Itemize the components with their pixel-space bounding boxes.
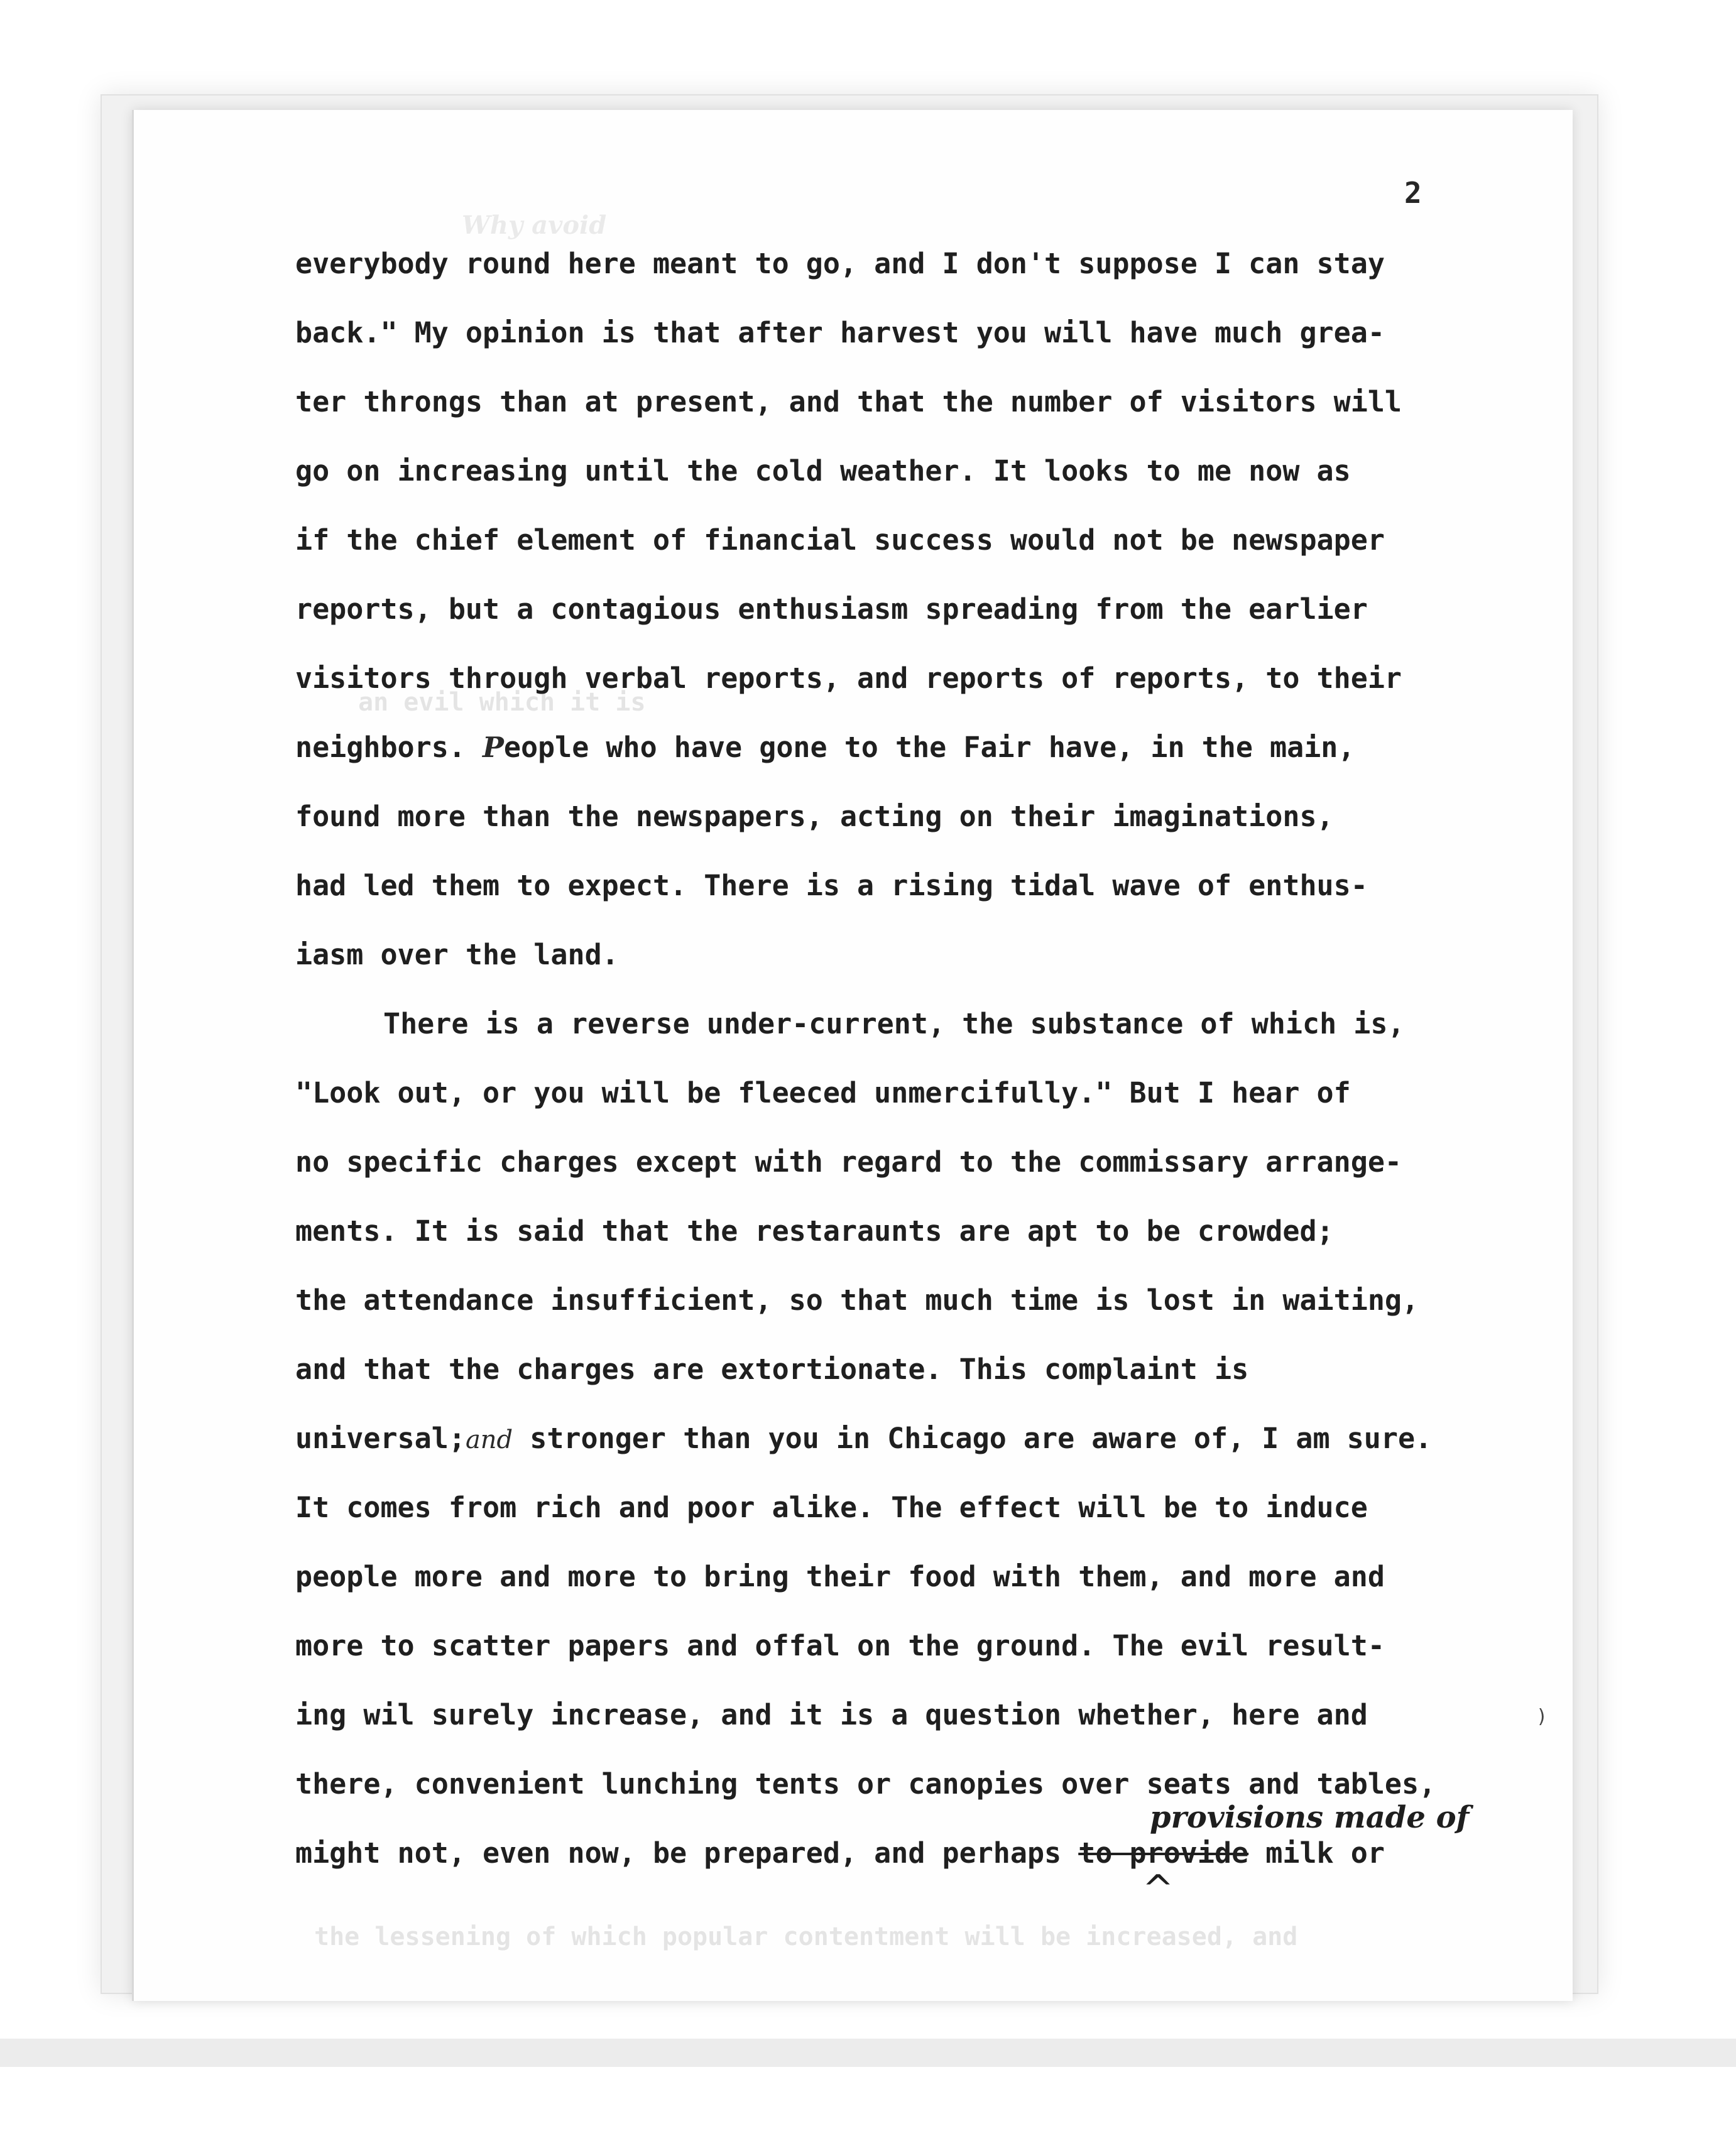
text-line: might not, even now, be prepared, and perhaps to provide milk or bbox=[295, 1836, 1385, 1870]
bleed-through-handwriting: Why avoid bbox=[462, 210, 607, 240]
scanner-edge bbox=[0, 2039, 1736, 2067]
struck-through-text: to provide bbox=[1078, 1836, 1249, 1870]
text-line: reports, but a contagious enthusiasm spreading from the earlier bbox=[295, 592, 1368, 626]
text-line: "Look out, or you will be fleeced unmercifully." But I hear of bbox=[295, 1076, 1351, 1109]
text-line: found more than the newspapers, acting on their imaginations, bbox=[295, 800, 1334, 833]
text-line: more to scatter papers and offal on the ground. The evil result- bbox=[295, 1629, 1385, 1662]
text-line: ments. It is said that the restaraunts are apt to be crowded; bbox=[295, 1214, 1334, 1248]
text-line: visitors through verbal reports, and reports of reports, to their bbox=[295, 662, 1402, 695]
text-line: no specific charges except with regard to the commissary arrange- bbox=[295, 1145, 1402, 1179]
handwritten-insert: and bbox=[465, 1425, 513, 1454]
paragraph-mark: P bbox=[483, 731, 504, 764]
text-line: back." My opinion is that after harvest you will have much grea- bbox=[295, 316, 1385, 349]
typed-letter-body bbox=[295, 242, 1571, 1900]
text-line: iasm over the land. bbox=[295, 938, 619, 971]
bleed-through-text: the lessening of which popular contentment will be increased, and bbox=[314, 1922, 1298, 1951]
text-line: people more and more to bring their food with them, and more and bbox=[295, 1560, 1385, 1593]
text-line: had led them to expect. There is a rising tidal wave of enthus- bbox=[295, 869, 1368, 902]
text-line: universal;and stronger than you in Chicago are aware of, I am sure. bbox=[295, 1422, 1433, 1455]
text-line: neighbors. People who have gone to the Fair have, in the main, bbox=[295, 731, 1355, 764]
paragraph-start-line: There is a reverse under-current, the substance of which is, bbox=[383, 1007, 1405, 1040]
margin-mark: ) bbox=[1536, 1706, 1548, 1728]
bleed-through-text: an evil which it is bbox=[358, 688, 646, 717]
text-line: go on increasing until the cold weather. It looks to me now as bbox=[295, 454, 1351, 488]
text-line: the attendance insufficient, so that much time is lost in waiting, bbox=[295, 1284, 1419, 1317]
handwritten-insertion: provisions made of bbox=[1150, 1800, 1470, 1835]
text-line: there, convenient lunching tents or canopies over seats and tables, bbox=[295, 1767, 1436, 1801]
text-line: and that the charges are extortionate. This complaint is bbox=[295, 1353, 1249, 1386]
text-line: if the chief element of financial success would not be newspaper bbox=[295, 523, 1385, 557]
page-number: 2 bbox=[1404, 176, 1422, 210]
text-line: ing wil surely increase, and it is a question whether, here and bbox=[295, 1698, 1368, 1731]
text-line: ter throngs than at present, and that the number of visitors will bbox=[295, 385, 1402, 418]
caret-mark: ^ bbox=[1142, 1867, 1174, 1911]
text-line: everybody round here meant to go, and I don't suppose I can stay bbox=[295, 247, 1385, 280]
text-line: It comes from rich and poor alike. The effect will be to induce bbox=[295, 1491, 1368, 1524]
